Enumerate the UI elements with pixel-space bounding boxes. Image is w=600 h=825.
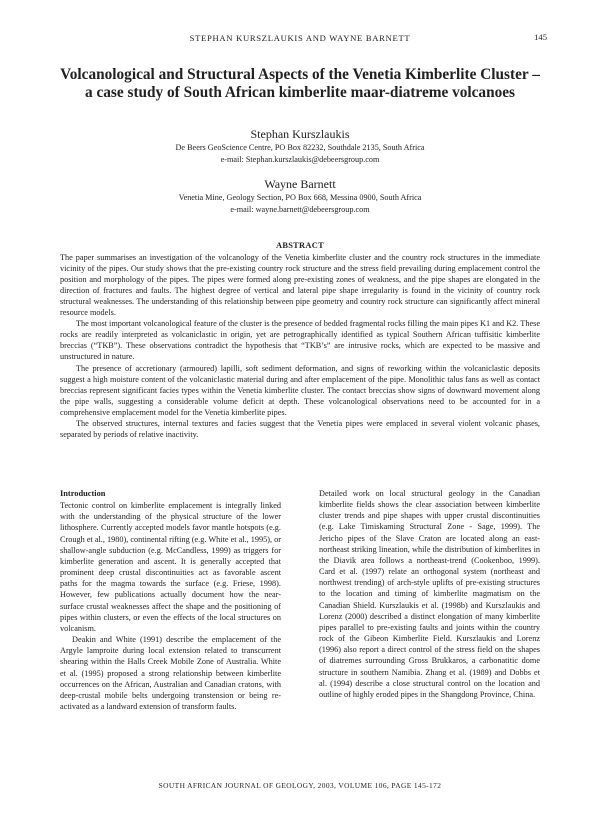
author-email: e-mail: Stephan.kurszlaukis@debeersgroup.com (220, 154, 380, 164)
abstract-paragraph: The paper summarises an investigation of the volcanology of the Venetia kimberlite cluster and the country rock structures in the immediate vicinity of the pipes. Our study shows that the pre-existing country rock structure and the stress field prevailing during emplacement control the position and morphology of the pipes. The pipes were formed along pre-existing zones of weakness, and the pipe shapes are elongated in the direction of fractures and faults. The highest degree of vertical and lateral pipe shape irregularity is found in the vicinity of country rock structural weaknesses. The understanding of this relationship between pipe geometry and country rock structure can significantly affect mineral resource models. (60, 253, 540, 318)
abstract-paragraph: The observed structures, internal textures and facies suggest that the Venetia pipes were emplaced in several violent volcanic phases, separated by periods of relative inactivity. (60, 418, 540, 439)
body-paragraph: Tectonic control on kimberlite emplacement is integrally linked with the understanding of the physical structure of the lower lithosphere. Currently accepted models favor mantle hotspots (e.g. Crough et al., 1980), continental rifting (e.g. White et al., 1995), or shallow-angle subduction (e.g. McCandless, 1999) as triggers for kimberlite generation and ascent. It is generally accepted that prominent deep crustal discontinuities act as favorable ascent paths for the magma towards the surface (e.g. Friese, 1998). However, few publications actually document how the near-surface crustal weaknesses affect the shape and the positioning of pipes within clusters, or even the effects of the local structures on volcanism. (60, 501, 281, 633)
body-column-left (60, 488, 281, 712)
body-column-right (319, 488, 540, 700)
body-paragraph: Detailed work on local structural geology in the Canadian kimberlite fields shows the clear association between kimberlite cluster trends and pipe shapes with upper crustal discontinuities (e.g. Lake Timiskaming Structural Zone - Sage, 1999). The Jericho pipes of the Slave Craton are located along an east-northeast striking lineation, while the distribution of kimberlites in the Diavik area follows a northeast-trend (Cookenboo, 1999). Card et al. (1997) relate an orthogonal system (northeast and northwest trending) of arch-style uplifts of pre-existing structures to the location and timing of kimberlite magmatism on the Canadian Shield. Kurszlaukis et al. (1998b) and Kurszlaukis and Lorenz (2000) described a distinct elongation of many kimberlite pipes parallel to pre-existing faults and joints within the country rock of the Gibeon Kimberlite Field. Kurszlaukis and Lorenz (1996) also report a direct control of the stress field on the shapes of diatremes surrounding Gross Brukkaros, a carbonatitic dome structure in southern Namibia. Zhang et al. (1989) and Dobbs et al. (1994) describe a close structural control on the location and outline of highly eroded pipes in the Shangdong Province, China. (319, 489, 540, 699)
author-affiliation: De Beers GeoScience Centre, PO Box 82232, Southdale 2135, South Africa (175, 143, 425, 152)
author-block-1 (60, 127, 540, 165)
author-name: Wayne Barnett (264, 177, 336, 191)
paper-title: Volcanological and Structural Aspects of the Venetia Kimberlite Cluster – a case study of South African kimberlite maar-diatreme volcanoes (60, 66, 540, 101)
abstract-paragraph: The presence of accretionary (armoured) lapilli, soft sediment deformation, and signs of reworking within the volcaniclastic deposits suggest a high moisture content of the volcaniclastic material during and after emplacement of the pipe. Monolithic talus fans as well as contact breccias represent significant facies types within the Venetia kimberlite cluster. The contact breccias show signs of downward movement along the pipe walls, suggesting a considerable volume deficit at depth. These volcanological observations need to be accounted for in a comprehensive emplacement model for the Venetia kimberlite pipes. (60, 363, 540, 417)
running-head: STEPHAN KURSZLAUKIS AND WAYNE BARNETT (189, 33, 411, 43)
abstract-heading: ABSTRACT (275, 241, 324, 250)
section-heading-introduction: Introduction (60, 489, 106, 498)
abstract-paragraph: The most important volcanological feature of the cluster is the presence of bedded fragmental rocks filling the main pipes K1 and K2. These rocks are readily interpreted as volcaniclastic in origin, yet are petrographically identified as typical Southern African tuffisitic kimberlite breccias (“TKB”). These observations contradict the hypothesis that “TKB’s” are intrusive rocks, which are expected to be massive and unstructured in nature. (60, 319, 540, 362)
body-paragraph: Deakin and White (1991) describe the emplacement of the Argyle lamproite during local extension related to transcurrent shearing within the Halls Creek Mobile Zone of Australia. White et al. (1995) proposed a strong relationship between kimberlite occurrences on the African, Australian and Canadian cratons, with deep-crustal mobile belts undergoing transtension or being re-activated as a landward extension of transform faults. (60, 635, 281, 711)
journal-footer: SOUTH AFRICAN JOURNAL OF GEOLOGY, 2003, VOLUME 106, PAGE 145-172 (158, 781, 442, 790)
author-block-2 (60, 177, 540, 215)
author-name: Stephan Kurszlaukis (250, 127, 350, 141)
page-number: 145 (534, 32, 547, 42)
author-affiliation: Venetia Mine, Geology Section, PO Box 668, Messina 0900, South Africa (178, 193, 422, 202)
author-email: e-mail: wayne.barnett@debeersgroup.com (230, 204, 370, 214)
abstract (60, 240, 540, 440)
